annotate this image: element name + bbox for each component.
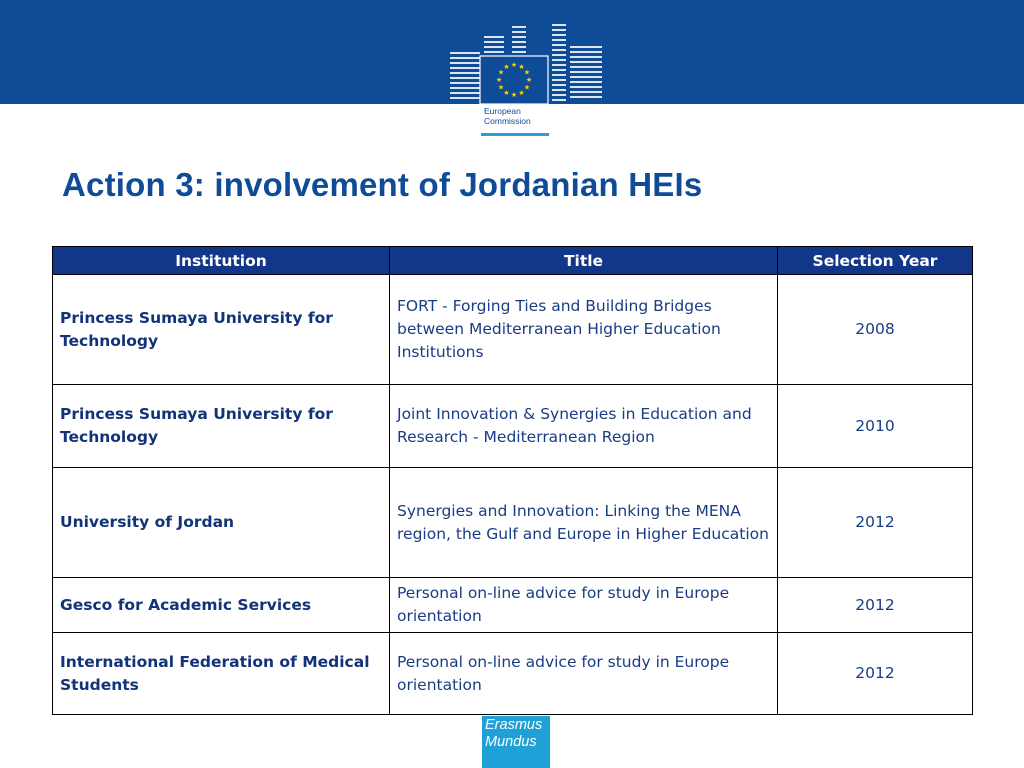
slide-title: Action 3: involvement of Jordanian HEIs	[62, 166, 703, 203]
svg-text:★: ★	[510, 91, 518, 99]
logo-text-line-2: Commission	[484, 116, 531, 126]
title-cell: Personal on-line advice for study in Europe orientation	[390, 578, 778, 633]
institution-cell: Gesco for Academic Services	[53, 578, 390, 633]
column-header-selection-year: Selection Year	[778, 247, 973, 275]
year-cell: 2012	[778, 633, 973, 715]
year-cell: 2008	[778, 275, 973, 385]
logo-text-line-1: European	[484, 106, 521, 116]
title-cell: Synergies and Innovation: Linking the MENA region, the Gulf and Europe in Higher Education	[390, 468, 778, 578]
institution-cell: Princess Sumaya University for Technology	[53, 275, 390, 385]
commission-wordmark	[484, 106, 548, 126]
title-cell: Personal on-line advice for study in Europe orientation	[390, 633, 778, 715]
erasmus-logo-line-1: Erasmus	[485, 717, 543, 733]
table-header-row	[53, 247, 973, 275]
table-row	[53, 468, 973, 578]
table-row	[53, 385, 973, 468]
institution-cell: University of Jordan	[53, 468, 390, 578]
svg-text:★: ★	[495, 76, 503, 84]
heis-table	[52, 246, 973, 715]
svg-text:★: ★	[497, 68, 505, 77]
erasmus-mundus-logo	[482, 716, 550, 768]
svg-text:★: ★	[518, 63, 525, 71]
svg-text:★: ★	[503, 89, 510, 97]
svg-text:★: ★	[525, 76, 533, 84]
title-cell: FORT - Forging Ties and Building Bridges between Mediterranean Higher Education Institutions	[390, 275, 778, 385]
institution-cell: Princess Sumaya University for Technology	[53, 385, 390, 468]
year-cell: 2010	[778, 385, 973, 468]
svg-text:★: ★	[497, 83, 505, 92]
erasmus-logo-line-2: Mundus	[485, 734, 537, 750]
svg-text:★: ★	[503, 63, 510, 71]
svg-text:★: ★	[518, 89, 525, 97]
svg-text:★: ★	[510, 61, 518, 69]
table-row	[53, 633, 973, 715]
title-cell: Joint Innovation & Synergies in Education and Research - Mediterranean Region	[390, 385, 778, 468]
column-header-title: Title	[390, 247, 778, 275]
institution-cell: International Federation of Medical Students	[53, 633, 390, 715]
table-row	[53, 578, 973, 633]
logo-accent-bar	[481, 133, 549, 136]
svg-text:★: ★	[523, 83, 531, 92]
svg-text:★: ★	[523, 68, 531, 77]
column-header-institution: Institution	[53, 247, 390, 275]
year-cell: 2012	[778, 468, 973, 578]
table-row	[53, 275, 973, 385]
year-cell: 2012	[778, 578, 973, 633]
